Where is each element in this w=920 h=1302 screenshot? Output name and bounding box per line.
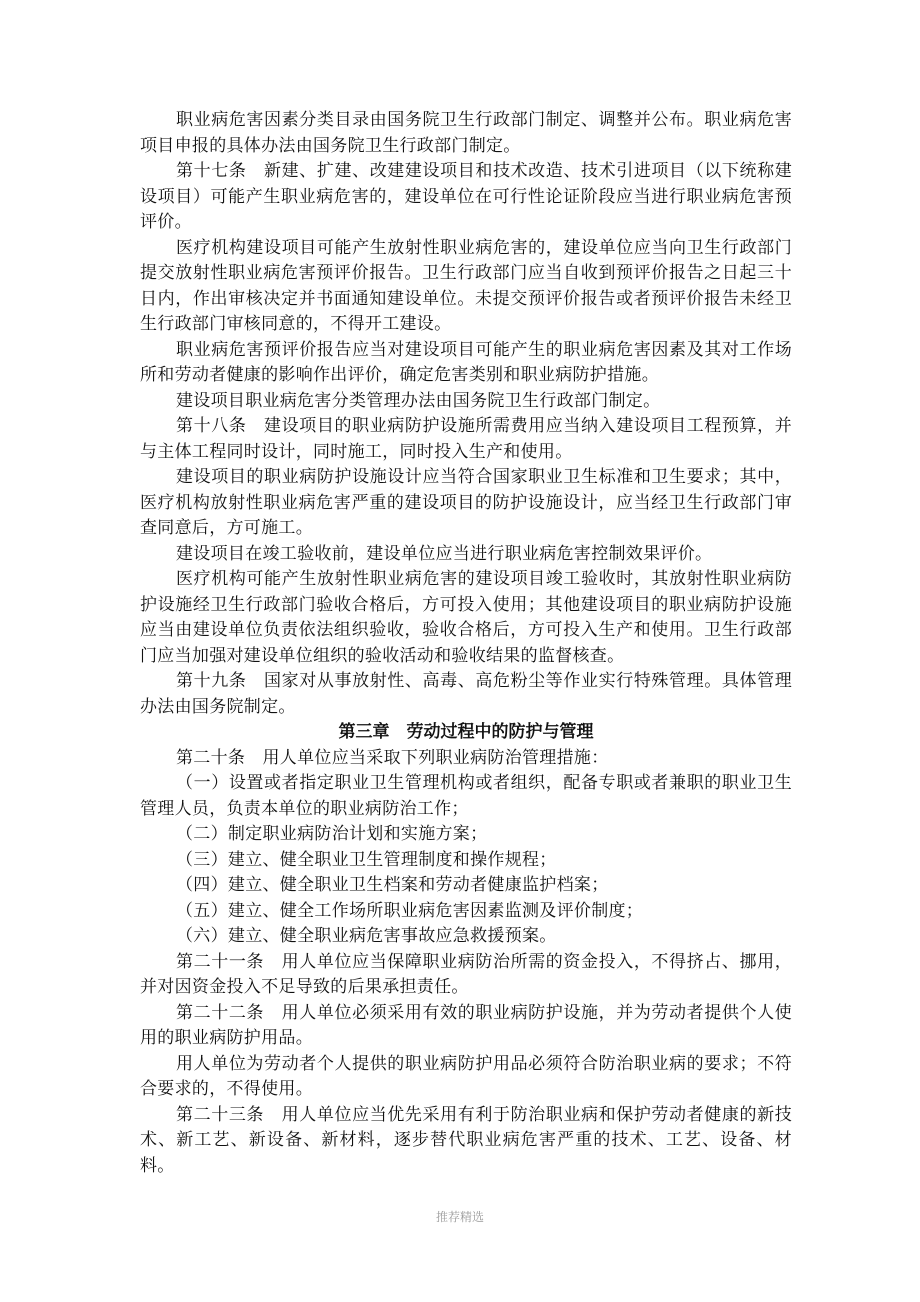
list-item: （四）建立、健全职业卫生档案和劳动者健康监护档案； — [176, 875, 609, 895]
paragraph: 职业病危害因素分类目录由国务院卫生行政部门制定、调整并公布。职业病危害项目申报的具体办法由国务院卫生行政部门制定。 — [140, 110, 792, 156]
document-body — [140, 108, 792, 1179]
page-footer: 推荐精选 — [435, 1210, 484, 1224]
paragraph: 建设项目在竣工验收前，建设单位应当进行职业病危害控制效果评价。 — [176, 543, 713, 564]
list-item: （五）建立、健全工作场所职业病危害因素监测及评价制度； — [176, 900, 644, 921]
paragraph-article-21: 第二十一条 用人单位应当保障职业病防治所需的资金投入，不得挤占、挪用，并对因资金投入不足导致的后果承担责任。 — [140, 951, 792, 997]
paragraph-article-19: 第十九条 国家对从事放射性、高毒、高危粉尘等作业实行特殊管理。具体管理办法由国务院制定。 — [140, 671, 792, 717]
list-item: （二）制定职业病防治计划和实施方案； — [176, 824, 488, 844]
paragraph: 职业病危害预评价报告应当对建设项目可能产生的职业病危害因素及其对工作场所和劳动者健康的影响作出评价，确定危害类别和职业病防护措施。 — [140, 339, 792, 385]
list-item: （一）设置或者指定职业卫生管理机构或者组织，配备专职或者兼职的职业卫生管理人员，负责本单位的职业病防治工作； — [140, 773, 792, 819]
paragraph: 建设项目的职业病防护设施设计应当符合国家职业卫生标准和卫生要求；其中，医疗机构放射性职业病危害严重的建设项目的防护设施设计，应当经卫生行政部门审查同意后，方可施工。 — [140, 467, 792, 538]
paragraph-article-20: 第二十条 用人单位应当采取下列职业病防治管理措施： — [176, 747, 609, 768]
paragraph: 建设项目职业病危害分类管理办法由国务院卫生行政部门制定。 — [176, 390, 661, 411]
paragraph: 医疗机构建设项目可能产生放射性职业病危害的，建设单位应当向卫生行政部门提交放射性职业病危害预评价报告。卫生行政部门应当自收到预评价报告之日起三十日内，作出审核决定并书面通知建设单位。未提交预评价报告或者预评价报告未经卫生行政部门审核同意的，不得开工建设。 — [140, 237, 792, 334]
list-item: （三）建立、健全职业卫生管理制度和操作规程； — [176, 849, 557, 870]
chapter-title: 第三章 劳动过程中的防护与管理 — [338, 722, 594, 742]
paragraph-article-23: 第二十三条 用人单位应当优先采用有利于防治职业病和保护劳动者健康的新技术、新工艺、新设备、新材料，逐步替代职业病危害严重的技术、工艺、设备、材料。 — [140, 1104, 792, 1176]
paragraph: 医疗机构可能产生放射性职业病危害的建设项目竣工验收时，其放射性职业病防护设施经卫生行政部门验收合格后，方可投入使用；其他建设项目的职业病防护设施应当由建设单位负责依法组织验收，验收合格后，方可投入生产和使用。卫生行政部门应当加强对建设单位组织的验收活动和验收结果的监督核查。 — [140, 569, 792, 666]
paragraph-article-18: 第十八条 建设项目的职业病防护设施所需费用应当纳入建设项目工程预算，并与主体工程同时设计，同时施工，同时投入生产和使用。 — [140, 416, 792, 462]
paragraph: 用人单位为劳动者个人提供的职业病防护用品必须符合防治职业病的要求；不符合要求的，不得使用。 — [140, 1053, 792, 1099]
list-item: （六）建立、健全职业病危害事故应急救援预案。 — [176, 926, 557, 946]
paragraph-article-17: 第十七条 新建、扩建、改建建设项目和技术改造、技术引进项目（以下统称建设项目）可能产生职业病危害的，建设单位在可行性论证阶段应当进行职业病危害预评价。 — [140, 161, 792, 232]
paragraph-article-22: 第二十二条 用人单位必须采用有效的职业病防护设施，并为劳动者提供个人使用的职业病防护用品。 — [140, 1002, 792, 1048]
